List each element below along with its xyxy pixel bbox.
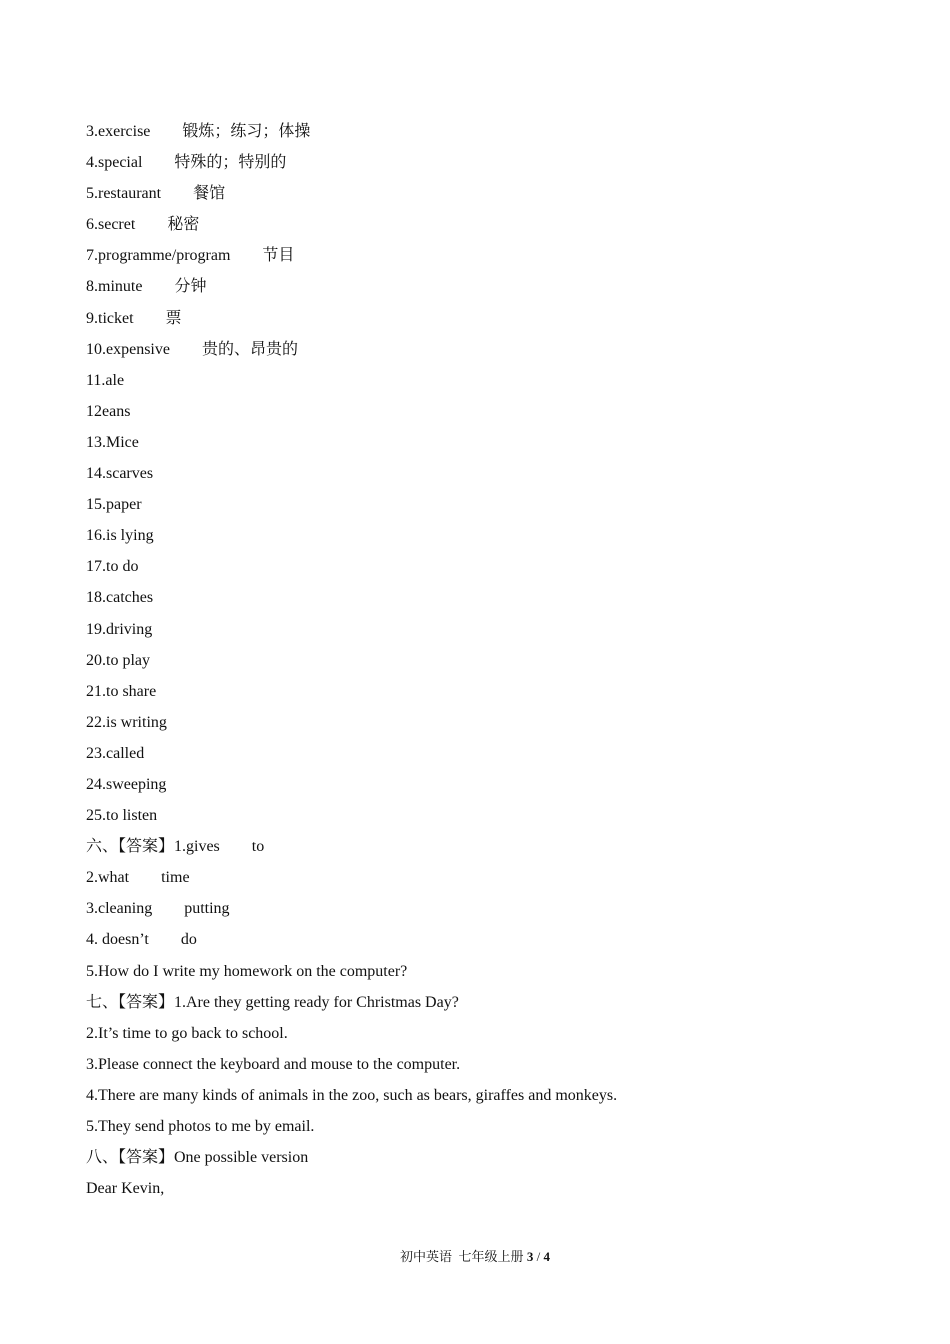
answer-line [86,149,886,180]
answer-text: 10.expensive [86,340,170,358]
answer-text: Dear Kevin, [86,1180,165,1198]
answer-meaning: 票 [165,309,182,327]
answer-text: 六、【答案】1.gives [86,838,220,856]
answer-text: 5.How do I write my homework on the computer? [86,962,408,980]
answer-text: 5.They send photos to me by email. [86,1118,315,1135]
answer-meaning: 特殊的；特别的 [174,154,287,172]
answer-line [86,616,886,647]
answer-line [86,958,886,989]
answer-line [86,1175,886,1206]
answer-line [86,647,886,678]
answer-text: 21.to share [86,682,157,700]
answer-meaning: to [251,838,265,856]
answer-meaning: 分钟 [174,278,207,296]
answer-text: 4.special [86,154,143,172]
answer-text: 9.ticket [86,309,134,327]
answer-text: 5.restaurant [86,185,162,203]
answer-line [86,1051,886,1082]
answer-text: 3.exercise [86,123,151,140]
page-total: 4 [543,1249,550,1264]
answer-text: 17.to do [86,558,139,576]
answer-text: 11.ale [86,371,125,389]
page-separator: / [536,1249,541,1264]
answer-line [86,553,886,584]
answer-text: 2.It’s time to go back to school. [86,1024,288,1042]
answer-text: 18.catches [86,589,154,607]
answer-line [86,926,886,957]
answer-text: 22.is writing [86,713,167,731]
answer-line [86,211,886,242]
answer-line [86,522,886,553]
answer-line [86,336,886,367]
answer-line [86,802,886,833]
answer-meaning: time [161,869,190,887]
answer-line [86,118,886,149]
answer-line [86,1113,886,1144]
answer-line [86,678,886,709]
answer-text: 19.driving [86,620,153,638]
answer-text: 16.is lying [86,527,154,545]
answer-meaning: do [180,931,197,949]
answer-line [86,584,886,615]
answer-line [86,771,886,802]
answer-line [86,740,886,771]
answer-line [86,367,886,398]
answer-line [86,989,886,1020]
answer-meaning: 锻炼；练习；体操 [182,123,311,140]
answer-text: 25.to listen [86,807,158,825]
answer-line [86,273,886,304]
answer-line [86,491,886,522]
answer-meaning: 餐馆 [193,185,226,203]
answer-text: 8.minute [86,278,143,296]
answer-key [86,118,886,1206]
answer-text: 6.secret [86,216,136,234]
answer-line [86,242,886,273]
answer-text: 24.sweeping [86,775,167,793]
answer-text: 7.programme/program [86,247,231,265]
answer-text: 3.Please connect the keyboard and mouse to the computer. [86,1055,461,1073]
answer-line [86,709,886,740]
answer-text: 七、【答案】1.Are they getting ready for Christmas Day? [86,993,459,1011]
answer-line [86,429,886,460]
answer-text: 20.to play [86,651,150,669]
answer-meaning: putting [184,900,230,918]
answer-line [86,460,886,491]
answer-text: 12eans [86,402,131,420]
answer-line [86,895,886,926]
answer-meaning: 秘密 [167,216,200,234]
answer-line [86,305,886,336]
answer-line [86,1082,886,1113]
answer-text: 八、【答案】One possible version [86,1149,309,1167]
answer-text: 15.paper [86,496,142,514]
answer-text: 3.cleaning [86,900,153,918]
answer-text: 2.what [86,869,130,887]
page-footer [0,1246,950,1265]
answer-line [86,180,886,211]
answer-line [86,833,886,864]
answer-meaning: 节目 [262,247,295,265]
answer-text: 13.Mice [86,433,139,451]
answer-line [86,398,886,429]
answer-line [86,1144,886,1175]
answer-text: 4. doesn’t [86,931,149,949]
answer-text: 23.called [86,744,145,762]
answer-meaning: 贵的、昂贵的 [201,340,298,358]
answer-line [86,1020,886,1051]
answer-text: 14.scarves [86,465,154,483]
answer-text: 4.There are many kinds of animals in the zoo, such as bears, giraffes and monkeys. [86,1086,618,1104]
page-number: 3 [526,1249,534,1264]
footer-title: 初中英语 七年级上册 [400,1249,524,1264]
answer-line [86,864,886,895]
